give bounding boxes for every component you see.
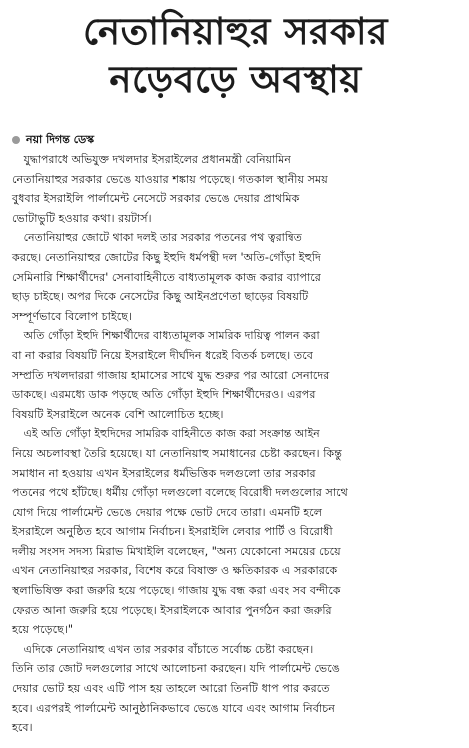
paragraph-line: হয়ে পড়েছে।" [12, 623, 74, 637]
paragraph-line: এখন নেতানিয়াহুর সরকার, বিশেষ করে বিষাক্ত ও ক্ষতিকারক এ সরকারকে [12, 564, 338, 578]
paragraph [12, 326, 459, 424]
paragraph [12, 640, 459, 738]
paragraph-line: এই অতি গোঁড়া ইহুদিদের সামরিক বাহিনীতে কাজ করা সংক্রান্ত আইন [23, 427, 320, 441]
paragraph-line: নেতানিয়াহুর জোটে থাকা দলই তার সরকার পতনের পথ ত্বরান্বিত [23, 231, 302, 245]
paragraph-line: ছাড় চাইছে। অপর দিকে নেসেটের কিছু আইনপ্রণেতা ছাড়ের বিষয়টি [12, 290, 309, 304]
paragraph-line: বুধবার ইসরাইলি পার্লামেন্ট নেসেটে সরকার ভেঙে দেয়ার প্রাথমিক [12, 192, 300, 206]
paragraph-line: পতনের পথে হাঁটছে। ধর্মীয় গোঁড়া দলগুলো বলেছে বিরোধী দলগুলোর সাথে [12, 486, 348, 500]
paragraph-line: ইসরাইলে অনুষ্ঠিত হবে আগাম নির্বাচন। ইসরাইলি লেবার পার্টি ও বিরোধী [12, 525, 333, 539]
paragraph-line: দেয়ার ভোট হয় এবং এটি পাস হয় তাহলে আরো তিনটি ধাপ পার করতে [12, 682, 330, 696]
paragraph-line: সম্প্রতি দখলদাররা গাজায় হামাসের সাথে যুদ্ধ শুরুর পর আরো সেনাদের [12, 368, 330, 382]
headline-line-1: নেতানিয়াহুর সরকার [83, 10, 388, 53]
paragraph [12, 424, 459, 640]
paragraph-line: বা না করার বিষয়টি নিয়ে ইসরাইলে দীর্ঘদিন ধরেই বিতর্ক চলছে। তবে [12, 348, 313, 362]
paragraph-line: এদিকে নেতানিয়াহু এখন তার সরকার বাঁচাতে সর্বোচ্চ চেষ্টা করছেন। [23, 642, 314, 656]
paragraph-line: ডাকছে। এরমধ্যে ডাক পড়ছে অতি গোঁড়া ইহুদি শিক্ষার্থীদেরও। এরপর [12, 388, 316, 402]
paragraph-line: করছে। নেতানিয়াহুর জোটের কিছু ইহুদি ধর্মপন্থী দল 'অতি-গোঁড়া ইহুদি [12, 250, 321, 264]
paragraph-line: তিনি তার জোট দলগুলোর সাথে আলোচনা করছেন। যদি পার্লামেন্ট ভেঙে [12, 662, 340, 676]
paragraph-line: স্থলাভিষিক্ত করা জরুরি হয়ে পড়েছে। গাজায় যুদ্ধ বন্ধ করা এবং সব বন্দীকে [12, 584, 341, 598]
paragraph-line: বিষয়টি ইসরাইলে অনেক বেশি আলোচিত হচ্ছে। [12, 407, 224, 421]
paragraph-line: যোগ দিয়ে পার্লামেন্ট ভেঙে দেয়ার পক্ষে ভোট দেবে তারা। এমনটি হলে [12, 505, 323, 519]
article-body [12, 150, 459, 738]
byline-text: নয়া দিগন্ত ডেস্ক [26, 132, 95, 146]
paragraph-line: সেমিনারি শিক্ষার্থীদের' সেনাবাহিনীতে বাধ্যতামূলক কাজ করার ব্যাপারে [12, 270, 321, 284]
paragraph-line: হবে। এরপরই পার্লামেন্ট আনুষ্ঠানিকভাবে ভেঙে যাবে এবং আগাম নির্বাচন [12, 701, 335, 715]
paragraph [12, 150, 459, 228]
paragraph-line: দলীয় সংসদ সদস্য মিরাভ মিখাইলি বলেছেন, "অন্য যেকোনো সময়ের চেয়ে [12, 544, 341, 558]
paragraph-line: নিয়ে অচলাবস্থা তৈরি হয়েছে। যা নেতানিয়াহু সমাধানের চেষ্টা করছেন। কিন্তু [12, 446, 342, 460]
paragraph-line: সমাধান না হওয়ায় এখন ইসরাইলের ধর্মভিত্তিক দলগুলো তার সরকার [12, 466, 316, 480]
paragraph-line: ফেরত আনা জরুরি হয়ে পড়েছে। ইসরাইলকে আবার পুনর্গঠন করা জরুরি [12, 603, 332, 617]
paragraph [12, 228, 459, 326]
bullet-icon [12, 136, 20, 144]
paragraph-line: হবে। [12, 721, 33, 735]
paragraph-line: অতি গোঁড়া ইহুদি শিক্ষার্থীদের বাধ্যতামূলক সামরিক দায়িত্ব পালন করা [23, 329, 320, 343]
paragraph-line: নেতানিয়াহুর সরকার ভেঙে যাওয়ার শঙ্কায় পড়েছে। গতকাল স্থানীয় সময় [12, 172, 328, 186]
headline [12, 8, 459, 104]
paragraph-line: সম্পূর্ণভাবে বিলোপ চাইছে। [12, 309, 133, 323]
headline-line-2: নড়েবড়ে অবস্থায় [109, 58, 362, 101]
paragraph-line: ভোটাভুটি হওয়ার কথা। রয়টার্স। [12, 211, 152, 225]
paragraph-line: যুদ্ধাপরাধে অভিযুক্ত দখলদার ইসরাইলের প্রধানমন্ত্রী বেনিয়ামিন [23, 153, 291, 166]
byline [12, 132, 459, 148]
